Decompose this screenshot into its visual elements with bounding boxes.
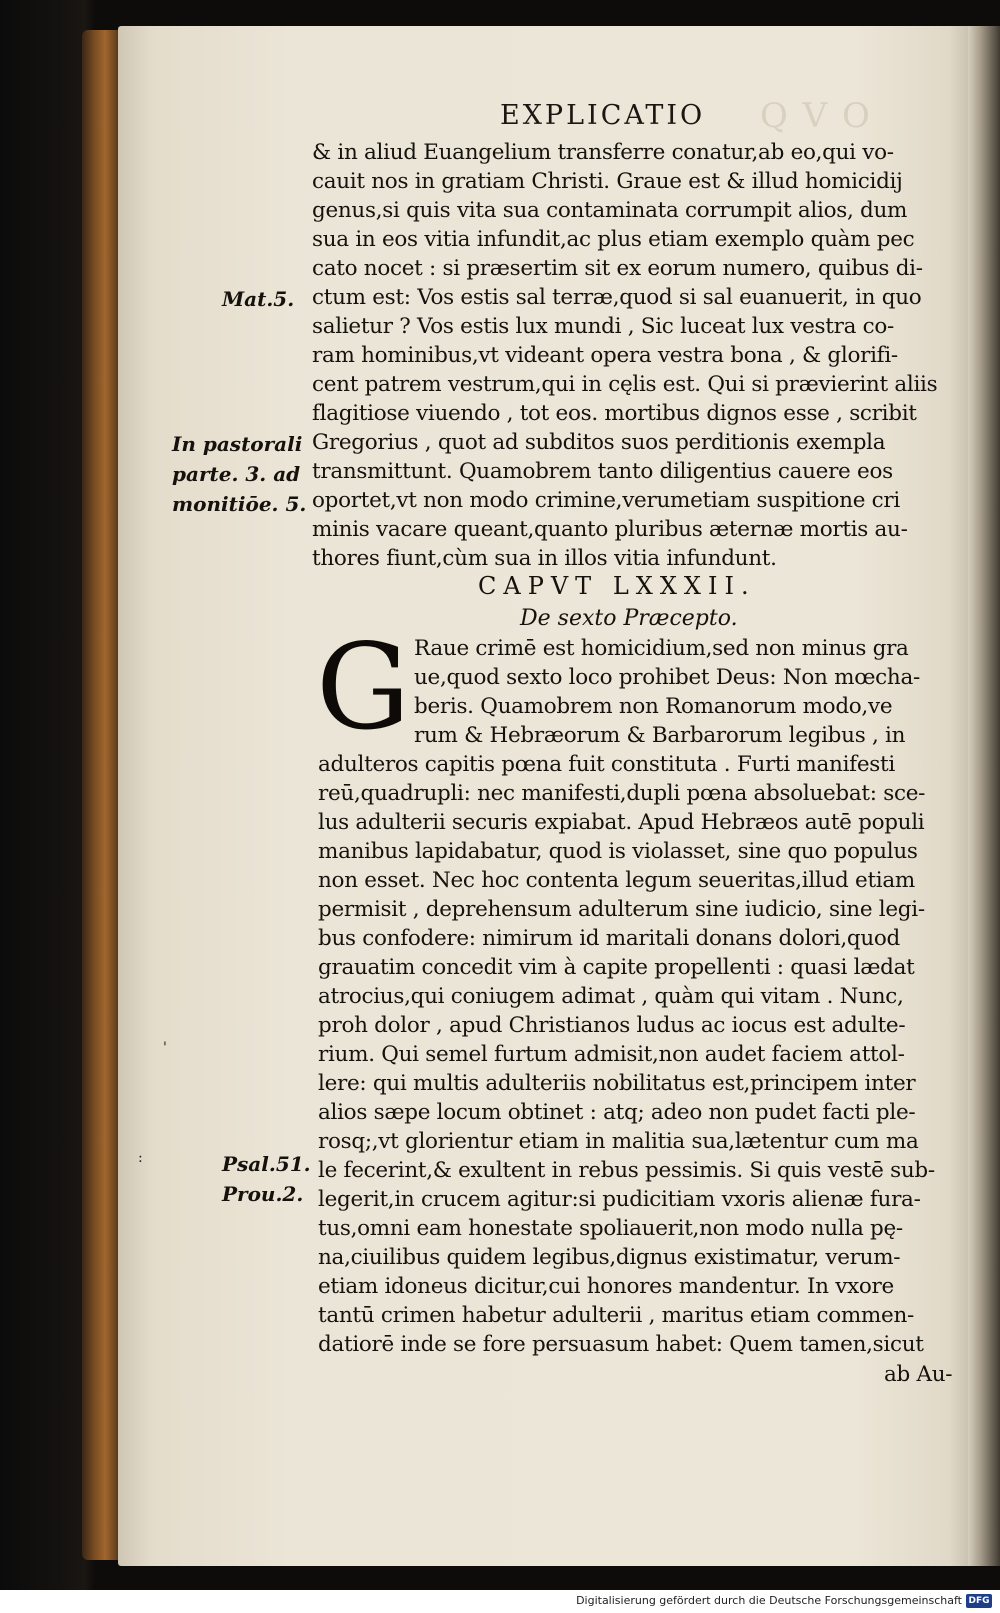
marginal-note-mat: Mat.5. xyxy=(222,287,295,311)
chapter-line: permisit , deprehensum adulterum sine iudicio, sine legi- xyxy=(318,897,925,922)
chapter-line: alios sæpe locum obtinet : atq; adeo non pudet facti ple- xyxy=(318,1100,916,1125)
body-line: salietur ? Vos estis lux mundi , Sic luceat lux vestra co- xyxy=(312,314,894,339)
body-line: minis vacare queant,quanto pluribus æternæ mortis au- xyxy=(312,517,908,542)
chapter-line: proh dolor , apud Christianos ludus ac iocus est adulte- xyxy=(318,1013,906,1038)
bleed-through-text: Q V O xyxy=(760,96,872,136)
running-head: EXPLICATIO xyxy=(500,100,706,131)
chapter-line: lere: qui multis adulteriis nobilitatus est,principem inter xyxy=(318,1071,916,1096)
body-line: Gregorius , quot ad subditos suos perditionis exempla xyxy=(312,430,886,455)
chapter-line: tantū crimen habetur adulterii , maritus etiam commen- xyxy=(318,1303,914,1328)
body-line: cauit nos in gratiam Christi. Graue est & illud homicidij xyxy=(312,169,903,194)
chapter-line: Raue crimē est homicidium,sed non minus gra xyxy=(414,636,909,661)
chapter-line: grauatim concedit vim à capite propellenti : quasi lædat xyxy=(318,955,915,980)
chapter-line: rosq;,vt glorientur etiam in malitia sua,lætentur cum ma xyxy=(318,1129,919,1154)
ink-speck: ' xyxy=(163,1040,167,1056)
body-line: thores fiunt,cùm sua in illos vitia infundunt. xyxy=(312,546,777,571)
marginal-note-pastoral-line3: monitiōe. 5. xyxy=(172,492,307,516)
chapter-line: datiorē inde se fore persuasum habet: Quem tamen,sicut xyxy=(318,1332,924,1357)
body-line: genus,si quis vita sua contaminata corrumpit alios, dum xyxy=(312,198,908,223)
body-line: cent patrem vestrum,qui in cęlis est. Qui si prævierint aliis xyxy=(312,372,938,397)
marginal-note-pastoral-line2: parte. 3. ad xyxy=(172,462,301,486)
body-line: cato nocet : si præsertim sit ex eorum numero, quibus di- xyxy=(312,256,923,281)
catchword: ab Au- xyxy=(884,1362,953,1387)
chapter-line: non esset. Nec hoc contenta legum seueritas,illud etiam xyxy=(318,868,915,893)
marginal-note-psal: Psal.51. xyxy=(222,1152,311,1176)
body-line: flagitiose viuendo , tot eos. mortibus dignos esse , scribit xyxy=(312,401,917,426)
chapter-line: tus,omni eam honestate spoliauerit,non modo nulla pę- xyxy=(318,1216,903,1241)
marginal-note-prou: Prou.2. xyxy=(222,1182,304,1206)
chapter-line: etiam idoneus dicitur,cui honores mandentur. In vxore xyxy=(318,1274,894,1299)
drop-cap-initial: G xyxy=(316,618,411,756)
ink-speck: : xyxy=(138,1150,143,1166)
body-line: oportet,vt non modo crimine,verumetiam suspitione cri xyxy=(312,488,900,513)
chapter-heading: CAPVT LXXXII. xyxy=(478,572,756,600)
chapter-line: beris. Quamobrem non Romanorum modo,ve xyxy=(414,694,893,719)
body-line: sua in eos vitia infundit,ac plus etiam exemplo quàm pec xyxy=(312,227,915,252)
body-line: transmittunt. Quamobrem tanto diligentius cauere eos xyxy=(312,459,893,484)
body-line: ctum est: Vos estis sal terræ,quod si sal euanuerit, in quo xyxy=(312,285,922,310)
chapter-line: na,ciuilibus quidem legibus,dignus existimatur, verum- xyxy=(318,1245,901,1270)
chapter-line: reū,quadrupli: nec manifesti,dupli pœna absoluebat: sce- xyxy=(318,781,926,806)
chapter-line: le fecerint,& exultent in rebus pessimis. Si quis vestē sub- xyxy=(318,1158,935,1183)
dfg-logo: DFG xyxy=(966,1594,992,1608)
digitization-credit: Digitalisierung gefördert durch die Deutsche Forschungsgemeinschaft xyxy=(576,1594,962,1607)
chapter-line: atrocius,qui coniugem adimat , quàm qui vitam . Nunc, xyxy=(318,984,904,1009)
chapter-line: legerit,in crucem agitur:si pudicitiam vxoris alienæ fura- xyxy=(318,1187,921,1212)
page-gutter-shadow xyxy=(968,26,1000,1566)
chapter-line: lus adulterii securis expiabat. Apud Hebræos autē populi xyxy=(318,810,925,835)
chapter-subtitle: De sexto Præcepto. xyxy=(520,606,738,631)
marginal-note-pastoral-line1: In pastorali xyxy=(172,432,303,456)
body-line: & in aliud Euangelium transferre conatur,ab eo,qui vo- xyxy=(312,140,894,165)
chapter-line: rium. Qui semel furtum admisit,non audet faciem attol- xyxy=(318,1042,905,1067)
chapter-line: rum & Hebræorum & Barbarorum legibus , in xyxy=(414,723,906,748)
chapter-line: adulteros capitis pœna fuit constituta . Furti manifesti xyxy=(318,752,895,777)
chapter-line: ue,quod sexto loco prohibet Deus: Non mœcha- xyxy=(414,665,920,690)
body-line: ram hominibus,vt videant opera vestra bona , & glorifi- xyxy=(312,343,898,368)
chapter-line: bus confodere: nimirum id maritali donans dolori,quod xyxy=(318,926,901,951)
chapter-line: manibus lapidabatur, quod is violasset, sine quo populus xyxy=(318,839,918,864)
